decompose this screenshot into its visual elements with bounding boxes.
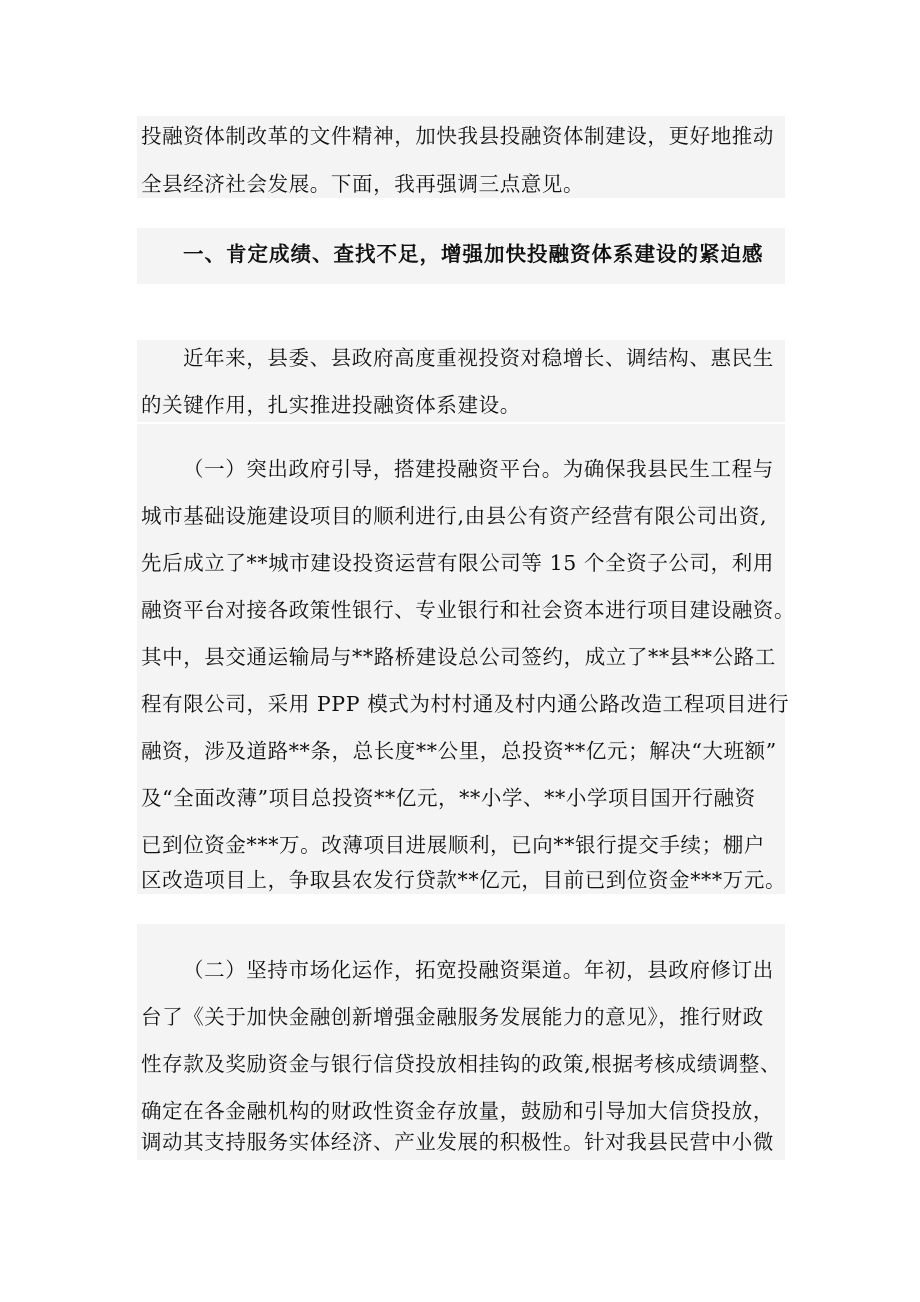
paragraph-1-line: 融资平台对接各政策性银行、专业银行和社会资本进行项目建设融资。 [141,598,796,622]
paragraph-1-line: （一）突出政府引导，搭建投融资平台。为确保我县民生工程与 [183,457,774,481]
intro-line: 全县经济社会发展。下面，我再强调三点意见。 [141,172,585,196]
section-heading: 一、肯定成绩、查找不足，增强加快投融资体系建设的紧迫感 [183,242,764,266]
paragraph-2-line: （二）坚持市场化运作，拓宽投融资渠道。年初，县政府修订出 [183,958,774,982]
paragraph-1-line: 已到位资金***万。改薄项目进展顺利，已向**银行提交手续；棚户 [141,833,765,857]
paragraph-1-line: 先后成立了**城市建设投资运营有限公司等 15 个全资子公司，利用 [141,551,774,575]
paragraph-2-line: 确定在各金融机构的财政性资金存放量，鼓励和引导加大信贷投放， [141,1099,774,1123]
intro-line: 投融资体制改革的文件精神，加快我县投融资体制建设，更好地推动 [141,124,774,148]
paragraph-1-line: 城市基础设施建设项目的顺利进行,由县公有资产经营有限公司出资, [141,504,768,528]
paragraph-2-line: 台了《关于加快金融创新增强金融服务发展能力的意见》，推行财政 [141,1005,764,1029]
paragraph-2-line: 性存款及奖励资金与银行信贷投放相挂钩的政策,根据考核成绩调整、 [141,1052,782,1076]
paragraph-1-line: 区改造项目上，争取县农发行贷款**亿元，目前已到位资金***万元。 [141,868,787,892]
section-intro-line: 近年来，县委、县政府高度重视投资对稳增长、调结构、惠民生 [183,346,774,370]
section-intro-line: 的关键作用，扎实推进投融资体系建设。 [141,393,521,417]
paragraph-1-line: 融资，涉及道路**条，总长度**公里，总投资**亿元；解决“大班额” [141,739,777,763]
paragraph-1-line: 程有限公司，采用 PPP 模式为村村通及村内通公路改造工程项目进行 [141,692,790,716]
paragraph-1-line: 其中，县交通运输局与**路桥建设总公司签约，成立了**县**公路工 [141,645,776,669]
paragraph-2-line: 调动其支持服务实体经济、产业发展的积极性。针对我县民营中小微 [141,1130,774,1154]
paragraph-1-line: 及“全面改薄”项目总投资**亿元，**小学、**小学项目国开行融资 [141,786,756,810]
